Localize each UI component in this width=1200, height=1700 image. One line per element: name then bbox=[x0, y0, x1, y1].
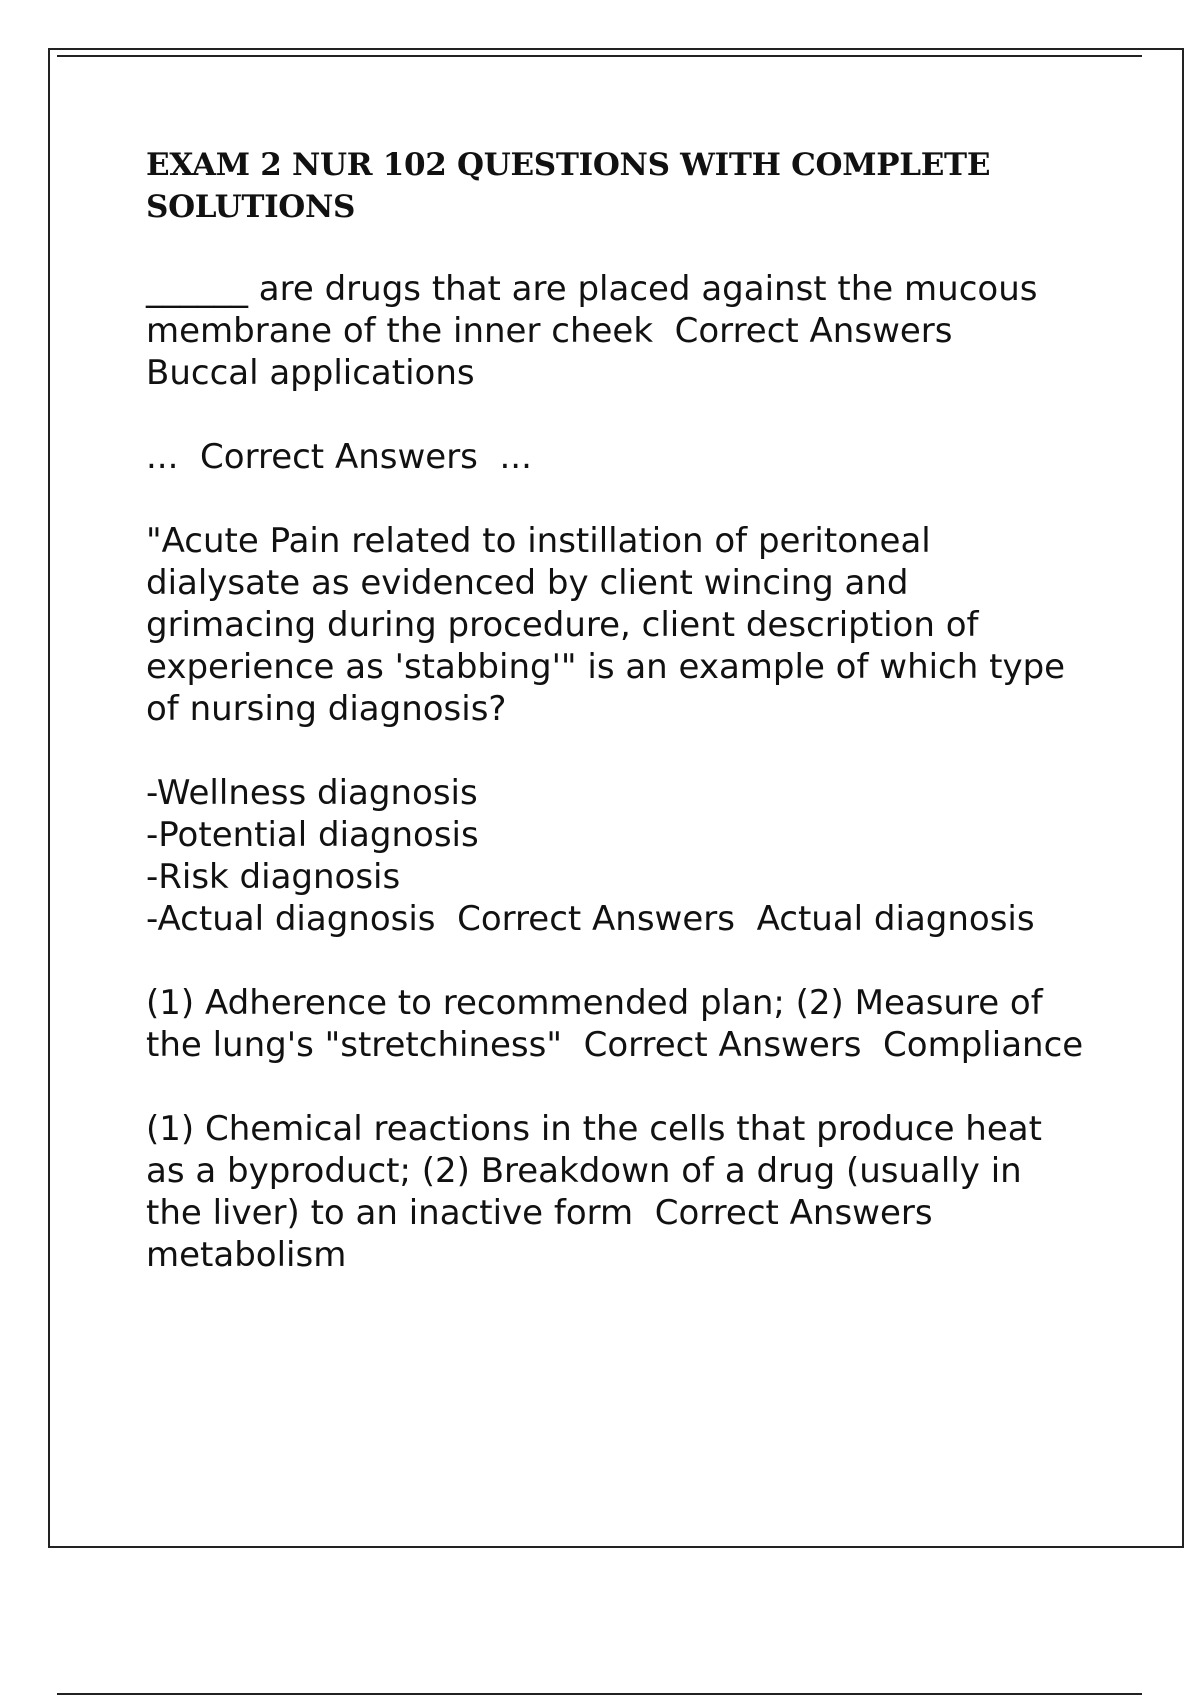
qa-item-buccal: ______ are drugs that are placed against the mucous membrane of the inner cheek Correct Answers Buccal applications bbox=[146, 269, 1049, 393]
document-content bbox=[146, 144, 1086, 1318]
document-title: EXAM 2 NUR 102 QUESTIONS WITH COMPLETE SOLUTIONS bbox=[146, 147, 991, 225]
bottom-rule bbox=[57, 1693, 1142, 1695]
option-risk: -Risk diagnosis bbox=[146, 857, 401, 897]
option-potential: -Potential diagnosis bbox=[146, 815, 479, 855]
qa-item-metabolism: (1) Chemical reactions in the cells that produce heat as a byproduct; (2) Breakdown of a drug (usually in the liver) to an inactive form Correct Answers metabolism bbox=[146, 1109, 1053, 1275]
answer-options bbox=[146, 772, 1086, 940]
qa-item-acute-pain-question: "Acute Pain related to instillation of peritoneal dialysate as evidenced by client wincing and grimacing during procedure, client description of experience as 'stabbing'" is an example of which type of nursing diagnosis? bbox=[146, 521, 1076, 729]
option-actual: -Actual diagnosis Correct Answers Actual diagnosis bbox=[146, 899, 1035, 939]
top-rule bbox=[57, 55, 1142, 57]
option-wellness: -Wellness diagnosis bbox=[146, 773, 478, 813]
qa-item-ellipsis: ... Correct Answers ... bbox=[146, 437, 532, 477]
qa-item-compliance: (1) Adherence to recommended plan; (2) Measure of the lung's "stretchiness" Correct Answers Compliance bbox=[146, 983, 1084, 1065]
